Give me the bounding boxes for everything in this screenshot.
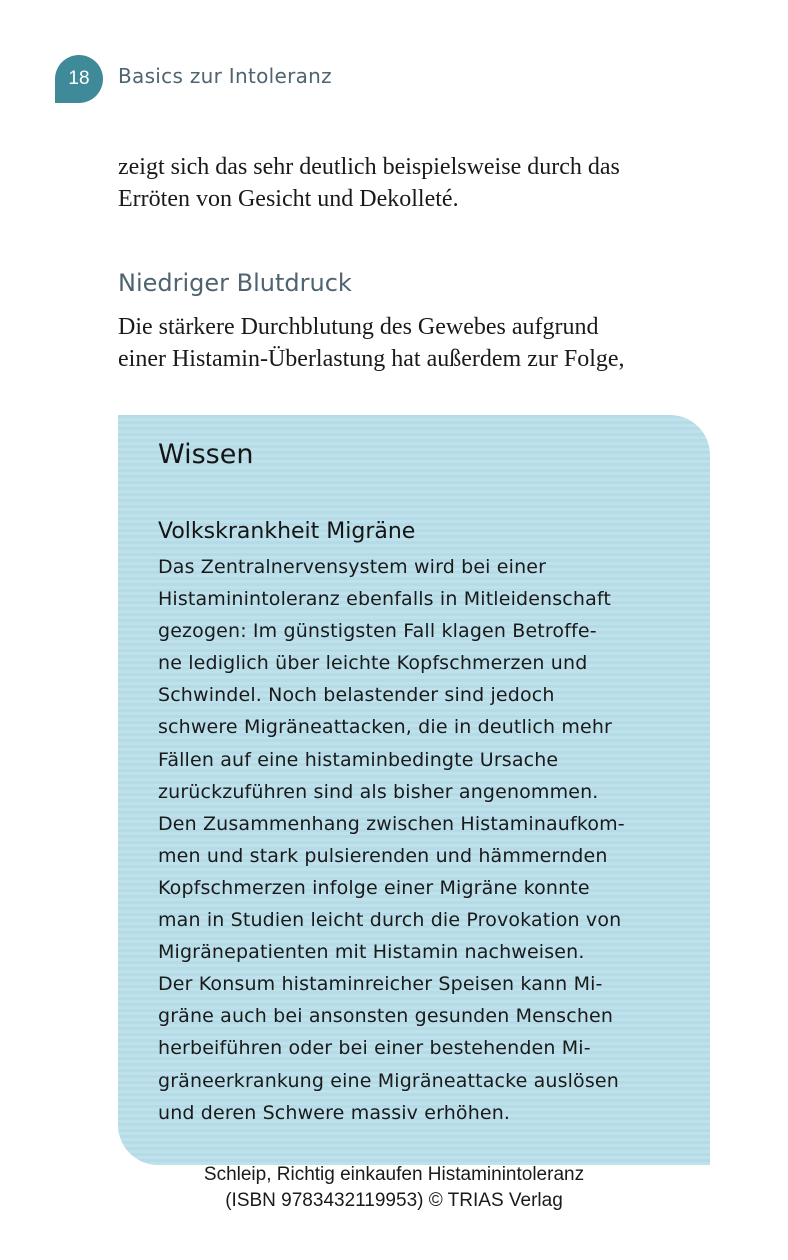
section-subheading: Niedriger Blutdruck — [118, 269, 352, 297]
running-title: Basics zur Intoleranz — [118, 64, 332, 88]
text-line: gezogen: Im günstigsten Fall klagen Betroffe- — [158, 620, 597, 643]
text-line: Den Zusammenhang zwischen Histaminaufkom- — [158, 812, 625, 835]
info-box — [118, 415, 710, 1165]
page-number-badge: 18 — [55, 55, 103, 103]
text-line: zurückzuführen sind als bisher angenommen. — [158, 780, 599, 803]
text-line: Die stärkere Durchblutung des Gewebes aufgrund — [118, 314, 599, 340]
text-line: Das Zentralnervensystem wird bei einer — [158, 556, 547, 578]
text-line: Fällen auf eine histaminbedingte Ursache — [158, 748, 559, 771]
text-line: Histaminintoleranz ebenfalls in Mitleidenschaft — [158, 588, 611, 611]
text-line: herbeiführen oder bei einer bestehenden Mi- — [158, 1037, 591, 1060]
text-line: und deren Schwere massiv erhöhen. — [158, 1101, 511, 1124]
footer-line-1: Schleip, Richtig einkaufen Histaminintoleranz — [203, 1164, 585, 1185]
body-paragraph-2 — [118, 311, 718, 375]
body-paragraph-1 — [118, 151, 718, 215]
text-line: Migränepatienten mit Histamin nachweisen. — [158, 941, 585, 964]
text-line: Der Konsum histaminreicher Speisen kann Mi- — [158, 973, 603, 996]
text-line: einer Histamin-Überlastung hat außerdem zur Folge, — [118, 346, 625, 372]
text-line: gräneerkrankung eine Migräneattacke auslösen — [158, 1069, 619, 1092]
text-line: Erröten von Gesicht und Dekolleté. — [118, 186, 459, 212]
text-line: Schwindel. Noch belastender sind jedoch — [158, 684, 555, 707]
footer-line-2: (ISBN 9783432119953) © TRIAS Verlag — [225, 1190, 563, 1211]
text-line: schwere Migräneattacken, die in deutlich mehr — [158, 716, 612, 739]
text-line: zeigt sich das sehr deutlich beispielsweise durch das — [118, 154, 620, 180]
info-box-title: Wissen — [158, 439, 254, 470]
text-line: gräne auch bei ansonsten gesunden Menschen — [158, 1005, 614, 1028]
footer-citation — [0, 1162, 788, 1214]
text-line: men und stark pulsierenden und hämmernden — [158, 844, 608, 867]
info-box-subtitle: Volkskrankheit Migräne — [158, 519, 416, 544]
text-line: man in Studien leicht durch die Provokation von — [158, 909, 622, 932]
info-box-body — [158, 551, 698, 1129]
text-line: ne lediglich über leichte Kopfschmerzen und — [158, 652, 588, 675]
text-line: Kopfschmerzen infolge einer Migräne konnte — [158, 876, 590, 899]
